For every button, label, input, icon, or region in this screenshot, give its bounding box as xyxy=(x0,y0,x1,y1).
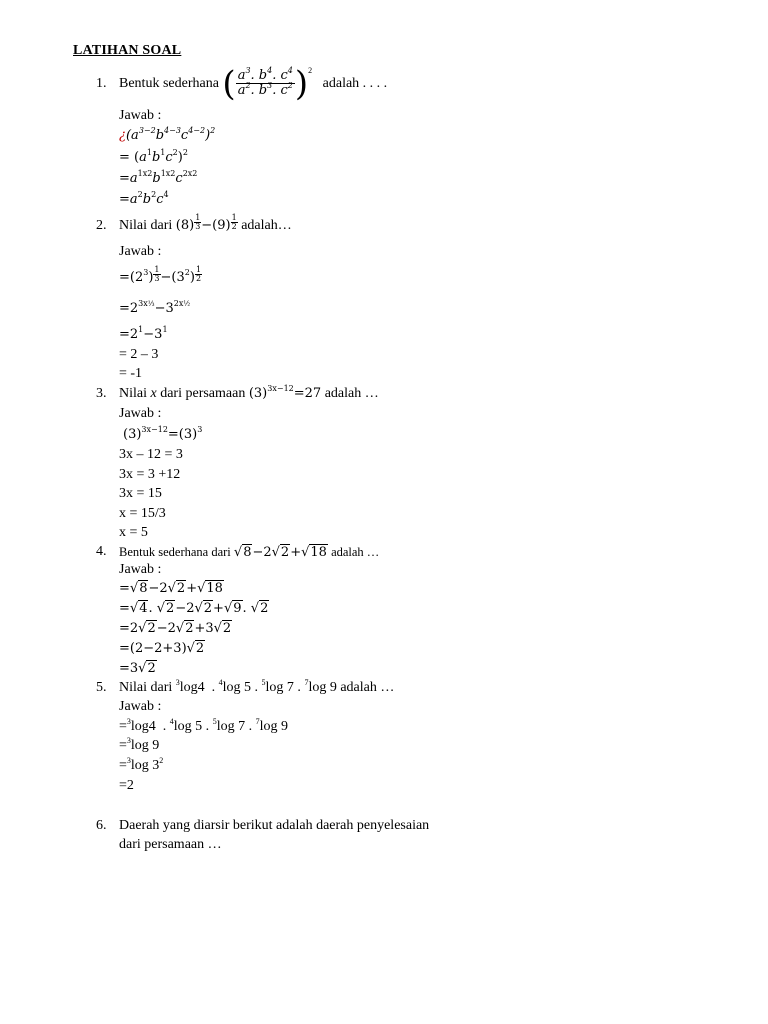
answer-2-step-5: = -1 xyxy=(119,366,143,381)
question-3-number: 3. xyxy=(96,386,107,401)
answer-2-step-4: = 2 – 3 xyxy=(119,347,159,362)
question-1-number: 1. xyxy=(96,76,107,91)
answer-1-step-2: = $(a^1b^1c^2)^2$ xyxy=(119,148,188,165)
question-3-var: x xyxy=(150,386,157,401)
question-2-suffix: adalah… xyxy=(241,218,292,233)
question-4: Bentuk sederhana dari √8−2√2+√18 adalah … xyxy=(119,545,380,560)
question-6-line-2: dari persamaan … xyxy=(119,837,222,852)
page-title: LATIHAN SOAL xyxy=(73,43,182,58)
answer-3-step-1: $(3)^{3x-12}=(3)^3$ xyxy=(123,425,203,442)
answer-3-step-3: 3x = 3 +12 xyxy=(119,467,181,482)
question-3-text-a: Nilai xyxy=(119,386,147,401)
answer-4-step-3: =2√2−2√2+3√2 xyxy=(119,621,232,636)
question-1-suffix: adalah . . . . xyxy=(322,76,388,91)
question-2-text: Nilai dari xyxy=(119,218,173,233)
question-6-line-1: Daerah yang diarsir berikut adalah daerah penyelesaian xyxy=(119,818,430,833)
answer-2-step-3: $=2^1-3^1$ xyxy=(119,325,168,342)
answer-1-label: Jawab : xyxy=(119,108,162,123)
answer-4-step-2: =√4. √2−2√2+√9. √2 xyxy=(119,601,269,616)
answer-4-label: Jawab : xyxy=(119,562,162,577)
question-3: Nilai x dari persamaan $(3)^{3x-12}=27$ adalah … xyxy=(119,384,379,401)
answer-2-step-2: $=2^{3x\frac{1}{3}}-3^{2x\frac{1}{2}}$ xyxy=(119,299,191,316)
question-4-text: Bentuk sederhana dari xyxy=(119,545,231,559)
question-5-text: Nilai dari xyxy=(119,680,173,695)
question-5: Nilai dari $^3$log4 . $^4$log 5 . $^5$log 7 . $^7$log 9 adalah … xyxy=(119,678,395,695)
answer-1-step-4: $=a^2b^2c^4$ xyxy=(119,190,169,207)
question-1-fraction: $\frac{a^3. b^4. c^4}{a^2. b^3. c^2}$ xyxy=(237,66,293,99)
answer-4-step-1: =√8−2√2+√18 xyxy=(119,581,223,596)
answer-5-step-2: =$^3$log 9 xyxy=(119,736,160,753)
answer-5-step-4: =2 xyxy=(119,778,134,793)
answer-3-step-5: x = 15/3 xyxy=(119,506,166,521)
question-1-text: Bentuk sederhana xyxy=(119,76,219,91)
answer-5-label: Jawab : xyxy=(119,699,162,714)
question-1: Bentuk sederhana ( $\frac{a^3. b^4. c^4}{a^2. b^3. c^2}$ )$^2$ adalah . . . . xyxy=(119,63,388,104)
answer-4-step-4: =(2−2+3)√2 xyxy=(119,641,205,656)
answer-3-step-2: 3x – 12 = 3 xyxy=(119,447,183,462)
question-3-suffix: adalah … xyxy=(324,386,379,401)
answer-5-step-1: =$^3$log4 . $^4$log 5 . $^5$log 7 . $^7$log 9 xyxy=(119,717,288,734)
question-6-number: 6. xyxy=(96,818,107,833)
answer-3-label: Jawab : xyxy=(119,406,162,421)
answer-5-step-3: =$^3$log $3^2$ xyxy=(119,756,164,773)
answer-3-step-4: 3x = 15 xyxy=(119,486,162,501)
question-2: Nilai dari (8) $\frac{1}{3}$ −(9) $\frac{1}{2}$ adalah… xyxy=(119,213,292,233)
question-5-suffix: adalah … xyxy=(340,680,395,695)
question-2-number: 2. xyxy=(96,218,107,233)
question-5-number: 5. xyxy=(96,680,107,695)
answer-2-label: Jawab : xyxy=(119,244,162,259)
question-3-text-b: dari persamaan xyxy=(160,386,246,401)
answer-4-step-5: =3√2 xyxy=(119,661,156,676)
question-4-suffix: adalah … xyxy=(331,545,380,559)
answer-2-step-1: $=(2^3)$ $\frac{1}{3}$ $-(3^2)$ $\frac{1}{2}$ xyxy=(119,265,202,285)
answer-1-step-3: $=a^{1x2}b^{1x2}c^{2x2}$ xyxy=(119,169,198,186)
answer-1-step-1: ¿$(a^{3-2}b^{4-3}c^{4-2})^2$ xyxy=(119,126,216,143)
question-4-number: 4. xyxy=(96,544,107,559)
answer-3-step-6: x = 5 xyxy=(119,525,148,540)
